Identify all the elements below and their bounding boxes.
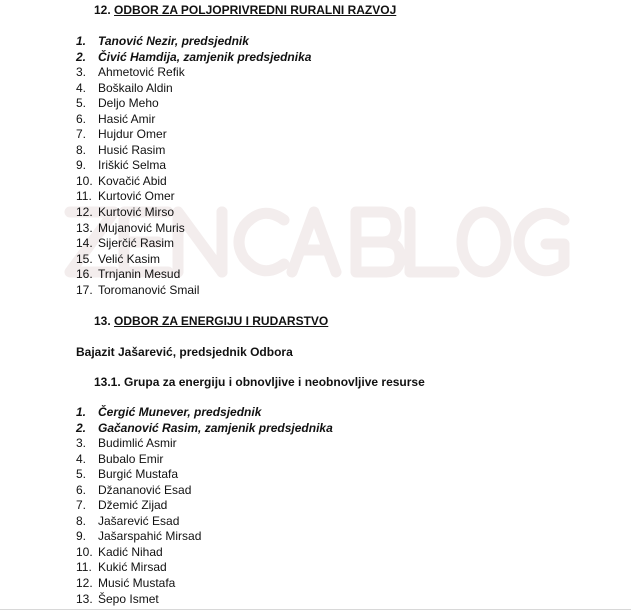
subgroup-heading: 13.1. Grupa za energiju i obnovljive i neobnovljive resurse bbox=[94, 375, 425, 389]
member-name: Budimlić Asmir bbox=[98, 436, 177, 451]
item-number: 5. bbox=[76, 96, 87, 111]
section-13-heading bbox=[94, 314, 328, 329]
item-number: 14. bbox=[76, 236, 93, 251]
member-name: Čivić Hamdija, zamjenik predsjednika bbox=[98, 49, 312, 64]
item-number: 3. bbox=[76, 436, 87, 451]
member-name: Trnjanin Mesud bbox=[98, 267, 181, 282]
member-name: Jašarspahić Mirsad bbox=[98, 529, 202, 544]
item-number: 9. bbox=[76, 158, 87, 173]
item-number: 5. bbox=[76, 467, 87, 482]
item-number: 11. bbox=[76, 560, 92, 575]
item-number: 10. bbox=[76, 544, 93, 559]
member-name: Velić Kasim bbox=[98, 251, 161, 266]
item-number: 13. bbox=[76, 220, 93, 235]
member-name: Džananović Esad bbox=[98, 482, 192, 497]
committee-chair: Bajazit Jašarević, predsjednik Odbora bbox=[76, 345, 293, 359]
member-name: Džemić Zijad bbox=[98, 498, 168, 513]
member-name: Toromanović Smail bbox=[98, 282, 200, 297]
item-number: 9. bbox=[76, 529, 87, 544]
item-number: 2. bbox=[76, 420, 87, 435]
member-name: Šepo Ismet bbox=[98, 591, 159, 606]
section-title: ODBOR ZA POLJOPRIVREDNI RURALNI RAZVOJ bbox=[114, 3, 397, 17]
item-number: 10. bbox=[76, 173, 93, 188]
member-name: Hujdur Omer bbox=[98, 127, 167, 142]
section-number: 13. bbox=[94, 314, 111, 328]
item-number: 1. bbox=[76, 34, 87, 48]
member-name: Bubalo Emir bbox=[98, 451, 164, 466]
item-number: 8. bbox=[76, 142, 87, 157]
section-number: 12. bbox=[94, 3, 111, 17]
member-name: Boškailo Aldin bbox=[98, 80, 173, 95]
item-number: 12. bbox=[76, 576, 93, 591]
section-12-heading bbox=[94, 3, 396, 18]
member-name: Tanović Nezir, predsjednik bbox=[98, 34, 249, 48]
member-name: Kukić Mirsad bbox=[98, 560, 167, 575]
item-number: 11. bbox=[76, 189, 92, 204]
item-number: 15. bbox=[76, 251, 93, 266]
member-name: Sijerčić Rasim bbox=[98, 236, 175, 251]
item-number: 7. bbox=[76, 498, 87, 513]
item-number: 3. bbox=[76, 65, 87, 80]
page-bottom-divider bbox=[0, 609, 631, 610]
member-name: Mujanović Muris bbox=[98, 220, 185, 235]
item-number: 2. bbox=[76, 49, 87, 64]
item-number: 8. bbox=[76, 513, 87, 528]
item-number: 1. bbox=[76, 405, 87, 419]
member-name: Čergić Munever, predsjednik bbox=[98, 405, 262, 419]
member-name: Kurtović Mirso bbox=[98, 205, 175, 220]
item-number: 7. bbox=[76, 127, 87, 142]
item-number: 4. bbox=[76, 451, 87, 466]
section-title: ODBOR ZA ENERGIJU I RUDARSTVO bbox=[114, 314, 329, 328]
member-name: Kurtović Omer bbox=[98, 189, 175, 204]
item-number: 6. bbox=[76, 111, 87, 126]
member-name: Musić Mustafa bbox=[98, 576, 176, 591]
item-number: 17. bbox=[76, 282, 93, 297]
item-number: 16. bbox=[76, 267, 93, 282]
member-name: Hasić Amir bbox=[98, 111, 156, 126]
item-number: 4. bbox=[76, 80, 87, 95]
member-name: Kovačić Abid bbox=[98, 173, 167, 188]
member-name: Husić Rasim bbox=[98, 142, 166, 157]
item-number: 6. bbox=[76, 482, 87, 497]
member-name: Jašarević Esad bbox=[98, 513, 180, 528]
member-name: Ahmetović Refik bbox=[98, 65, 185, 80]
member-name: Kadić Nihad bbox=[98, 544, 163, 559]
member-name: Burgić Mustafa bbox=[98, 467, 179, 482]
member-name: Iriškić Selma bbox=[98, 158, 167, 173]
item-number: 13. bbox=[76, 591, 93, 606]
member-name: Gačanović Rasim, zamjenik predsjednika bbox=[98, 420, 333, 435]
member-name: Deljo Meho bbox=[98, 96, 159, 111]
item-number: 12. bbox=[76, 205, 93, 220]
